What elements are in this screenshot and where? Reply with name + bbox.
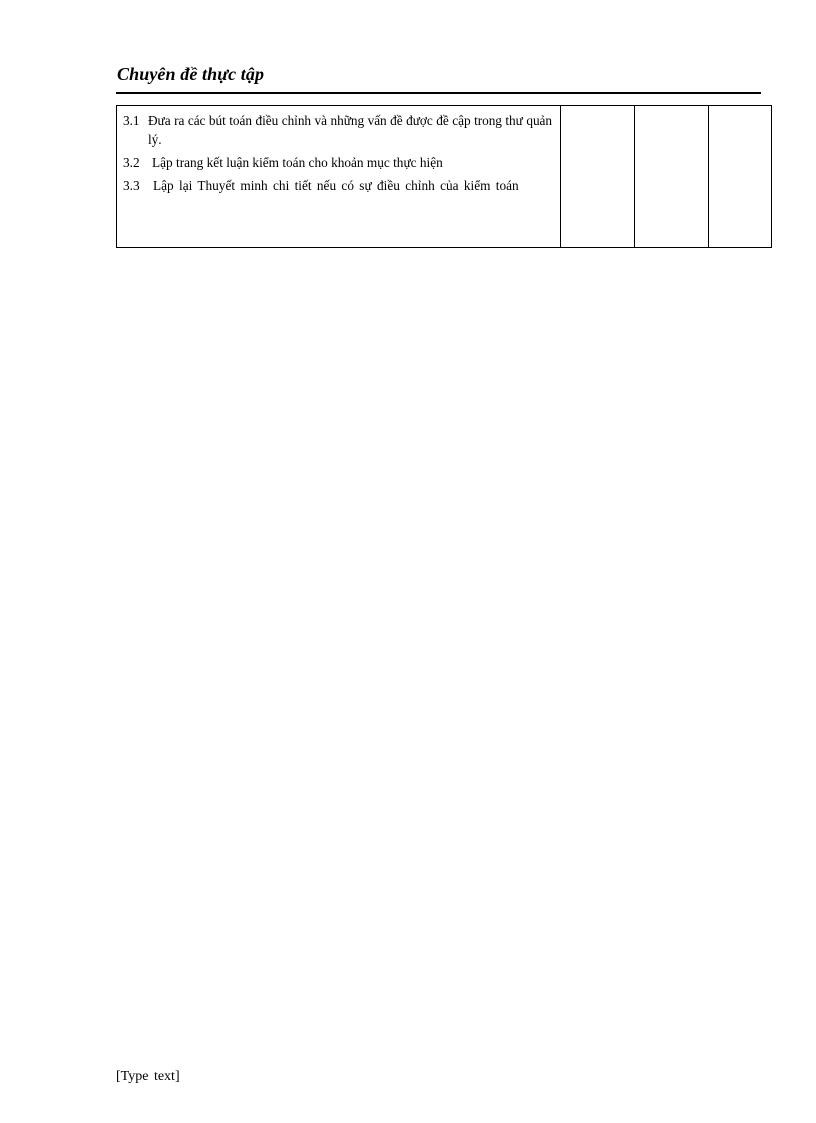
step-text: Lập trang kết luận kiểm toán cho khoản mục thực hiện xyxy=(152,155,443,170)
list-item xyxy=(123,176,552,195)
table-row xyxy=(117,106,772,248)
list-item xyxy=(123,153,552,172)
step-text: Lập lại Thuyết minh chi tiết nếu có sự điều chỉnh của kiểm toán xyxy=(153,178,519,193)
empty-cell xyxy=(635,106,709,248)
page-header xyxy=(116,62,761,94)
step-text: Đưa ra các bút toán điều chỉnh và những vấn đề được đề cập trong thư quản lý. xyxy=(148,113,552,147)
step-list xyxy=(117,106,560,195)
step-number: 3.3 xyxy=(123,178,140,193)
page-footer: [Type text] xyxy=(116,1069,180,1084)
page-title: Chuyên đề thực tập xyxy=(117,64,265,84)
procedure-cell xyxy=(117,106,561,248)
empty-cell xyxy=(709,106,772,248)
list-item xyxy=(123,111,552,149)
audit-procedure-table xyxy=(116,105,772,248)
step-number: 3.1 xyxy=(123,113,140,128)
step-number: 3.2 xyxy=(123,155,140,170)
empty-cell xyxy=(561,106,635,248)
